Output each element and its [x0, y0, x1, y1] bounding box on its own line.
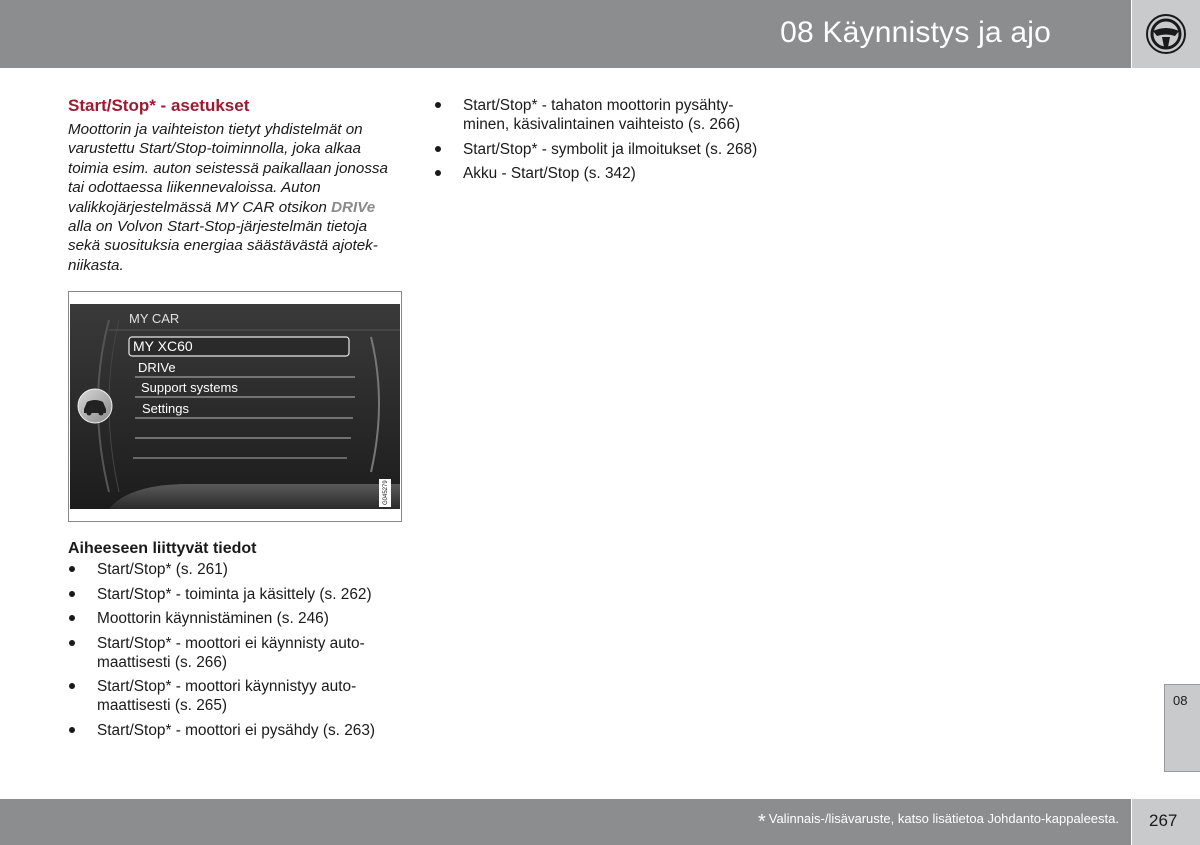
bullet-icon: [435, 102, 441, 108]
intro-text-part1: Moottorin ja vaihteiston tietyt yhdistelmät on varustettu Start/Stop-toiminnolla, joka alkaa toimia esim. auton seistessä paikallaan jonossa tai odottaessa liikennevaloissa. Auton valikkojärjestelmässä MY CAR otsikon: [68, 121, 388, 216]
related-link[interactable]: Start/Stop* - toiminta ja käsittely (s. 262): [68, 585, 408, 604]
my-car-menu-figure: [68, 291, 402, 522]
selected-menu-item: MY XC60: [133, 338, 193, 354]
figure-code: G045279: [383, 480, 389, 505]
related-heading: Aiheeseen liittyvät tiedot: [68, 540, 257, 557]
related-link[interactable]: Akku - Start/Stop (s. 342): [434, 164, 764, 183]
intro-text-part2: alla on Volvon Start-Stop-järjestelmän tietoja sekä suosituksia energiaa säästävästä ajotekniikasta.: [68, 218, 378, 274]
footnote-text: Valinnais-/lisävaruste, katso lisätietoa Johdanto-kappaleesta.: [768, 811, 1119, 826]
related-link[interactable]: Moottorin käynnistäminen (s. 246): [68, 609, 408, 628]
related-link[interactable]: Start/Stop* (s. 261): [68, 560, 408, 579]
bullet-icon: [435, 170, 441, 176]
menu-item-settings: Settings: [142, 401, 189, 416]
bullet-icon: [69, 683, 75, 689]
related-list-left: [68, 560, 408, 745]
related-link[interactable]: Start/Stop* - moottori ei käynnisty automaattisesti (s. 266): [68, 634, 408, 672]
related-link[interactable]: Start/Stop* - symbolit ja ilmoitukset (s. 268): [434, 140, 764, 159]
page-number: 267: [1149, 811, 1178, 830]
bullet-icon: [69, 591, 75, 597]
related-link[interactable]: Start/Stop* - tahaton moottorin pysähtyminen, käsivalintainen vaihteisto (s. 266): [434, 96, 764, 134]
page-number-box: [1132, 799, 1200, 845]
bullet-icon: [69, 640, 75, 646]
bullet-icon: [435, 146, 441, 152]
section-heading: Start/Stop* - asetukset: [68, 96, 250, 115]
menu-item-support-systems: Support systems: [141, 380, 238, 395]
intro-paragraph: [68, 120, 403, 275]
steering-wheel-icon: [1145, 13, 1187, 55]
related-link[interactable]: Start/Stop* - moottori ei pysähdy (s. 263): [68, 721, 408, 740]
related-list-right: [434, 96, 764, 189]
screen-title: MY CAR: [129, 311, 180, 326]
footnote-star: *: [757, 811, 766, 833]
chapter-tab-label: 08: [1173, 693, 1188, 708]
car-icon: [78, 389, 112, 423]
chapter-tab[interactable]: [1164, 684, 1200, 772]
bullet-icon: [69, 727, 75, 733]
footnote: [758, 811, 1119, 834]
header-bar: [0, 0, 1131, 68]
intro-drive-highlight: DRIVe: [331, 198, 376, 216]
related-link[interactable]: Start/Stop* - moottori käynnistyy automaattisesti (s. 265): [68, 677, 408, 715]
chapter-icon-box: [1132, 0, 1200, 68]
bullet-icon: [69, 566, 75, 572]
menu-item-drive: DRIVe: [138, 360, 176, 375]
bullet-icon: [69, 615, 75, 621]
chapter-title: 08 Käynnistys ja ajo: [780, 16, 1051, 49]
footer-bar: [0, 799, 1131, 845]
